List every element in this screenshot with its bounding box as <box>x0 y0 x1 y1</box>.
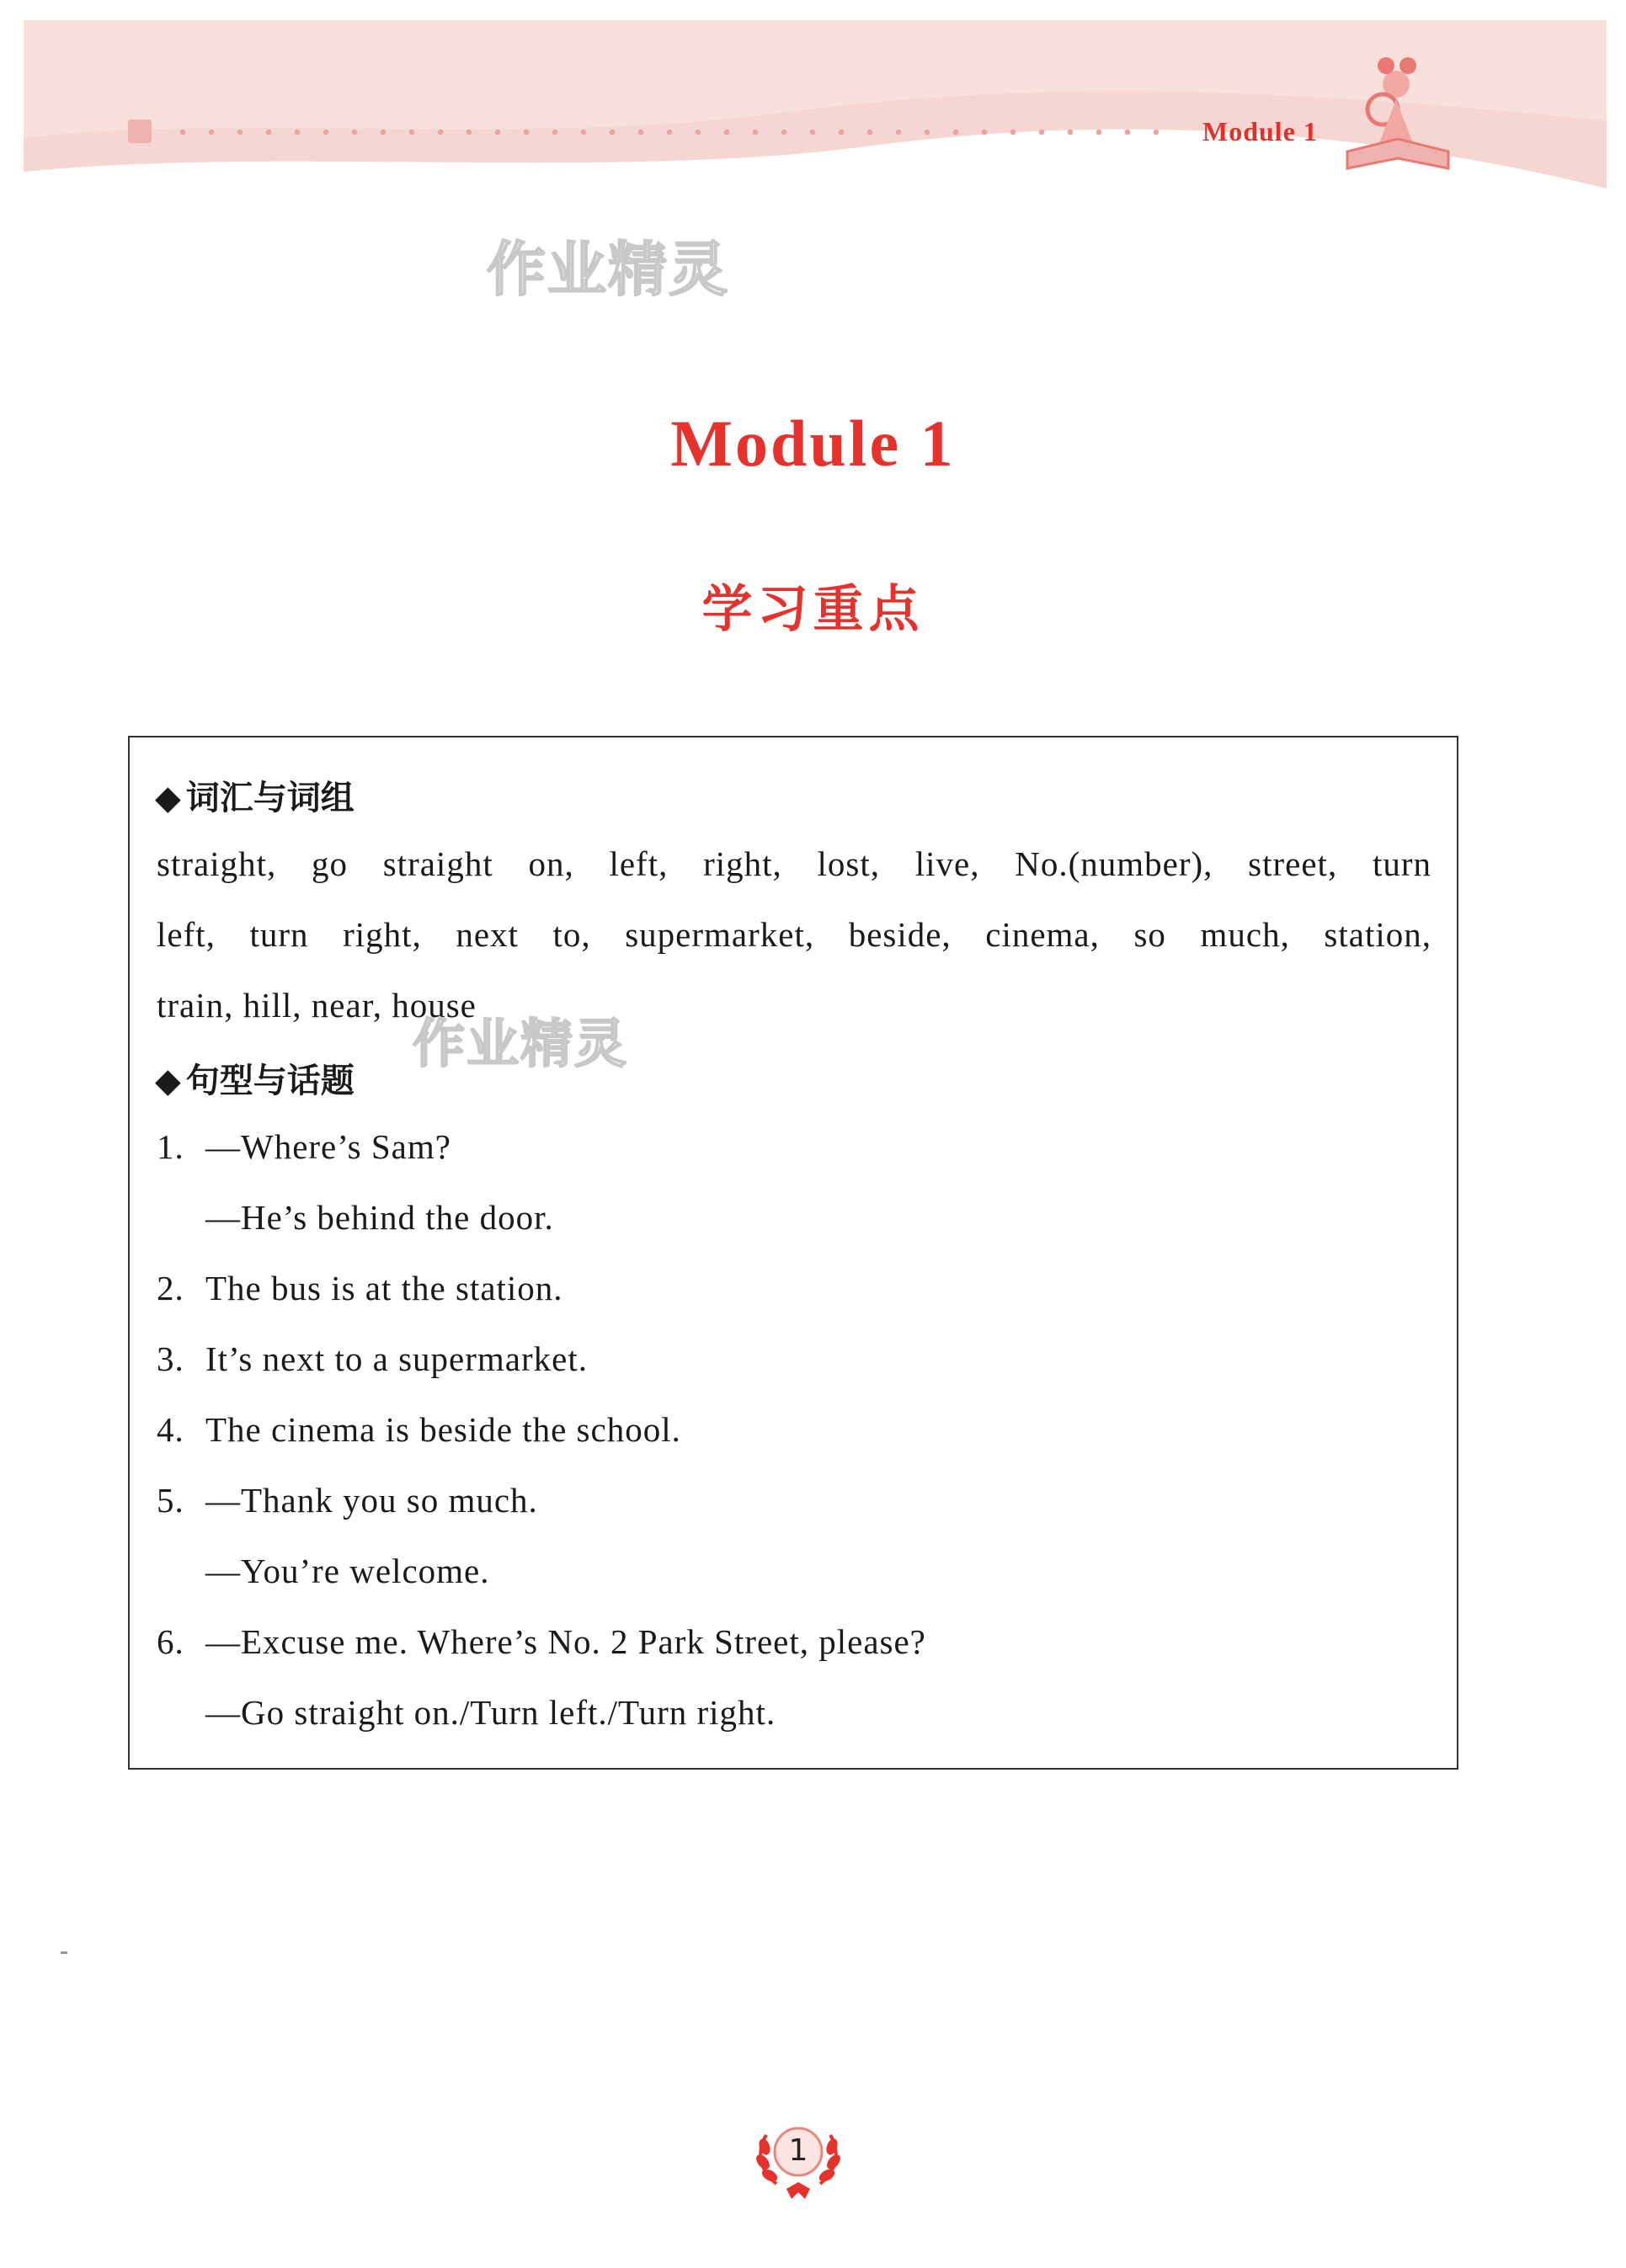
sentence-line: The bus is at the station. <box>205 1269 563 1307</box>
scan-speck <box>61 1951 67 1954</box>
page-title: Module 1 <box>670 407 956 480</box>
vocab-line: left, turn right, next to, supermarket, beside, cinema, so much, station, <box>157 915 1431 954</box>
sentence-item-1 <box>157 1126 451 1167</box>
header-square-marker <box>128 120 152 143</box>
sentence-line: —You’re welcome. <box>205 1552 490 1590</box>
sentence-item-3 <box>157 1339 588 1379</box>
sentence-heading-text: 句型与话题 <box>185 1062 355 1100</box>
item-number: 6. <box>157 1622 184 1661</box>
vocab-heading-text: 词汇与词组 <box>185 779 355 817</box>
sentence-line: —Go straight on./Turn left./Turn right. <box>205 1693 776 1732</box>
vocab-section-heading <box>155 771 355 819</box>
page-number: 1 <box>788 2133 808 2168</box>
header-module-label: Module 1 <box>1202 116 1318 146</box>
sentence-line: —Thank you so much. <box>205 1481 538 1520</box>
item-number: 3. <box>157 1339 184 1378</box>
vocab-line: straight, go straight on, left, right, lost, live, No.(number), street, turn <box>157 844 1431 883</box>
item-number: 2. <box>157 1269 184 1307</box>
sentence-line: It’s next to a supermarket. <box>205 1339 588 1378</box>
sentence-item-5 <box>157 1480 538 1520</box>
watermark-top: 作业精灵 <box>487 235 729 304</box>
item-number: 4. <box>157 1410 184 1449</box>
sentence-item-6 <box>157 1621 926 1662</box>
key-points-box <box>128 736 1458 1770</box>
sentence-line: —Where’s Sam? <box>205 1127 451 1166</box>
watermark-middle: 作业精灵 <box>413 1013 629 1074</box>
sentence-item-2 <box>157 1268 563 1308</box>
diamond-icon: ◆ <box>155 779 181 817</box>
sentence-line: —He’s behind the door. <box>205 1198 554 1237</box>
page-subtitle: 学习重点 <box>701 580 925 639</box>
sentence-line: The cinema is beside the school. <box>205 1410 681 1449</box>
vocab-line: train, hill, near, house <box>157 986 477 1025</box>
diamond-icon: ◆ <box>155 1062 181 1100</box>
item-number: 5. <box>157 1481 184 1520</box>
sentence-section-heading <box>155 1054 355 1102</box>
sentence-line: —Excuse me. Where’s No. 2 Park Street, please? <box>205 1622 926 1661</box>
sentence-item-4 <box>157 1409 681 1450</box>
item-number: 1. <box>157 1127 184 1166</box>
header-dot-row <box>168 128 1179 136</box>
girl-reading-icon <box>1330 51 1465 189</box>
